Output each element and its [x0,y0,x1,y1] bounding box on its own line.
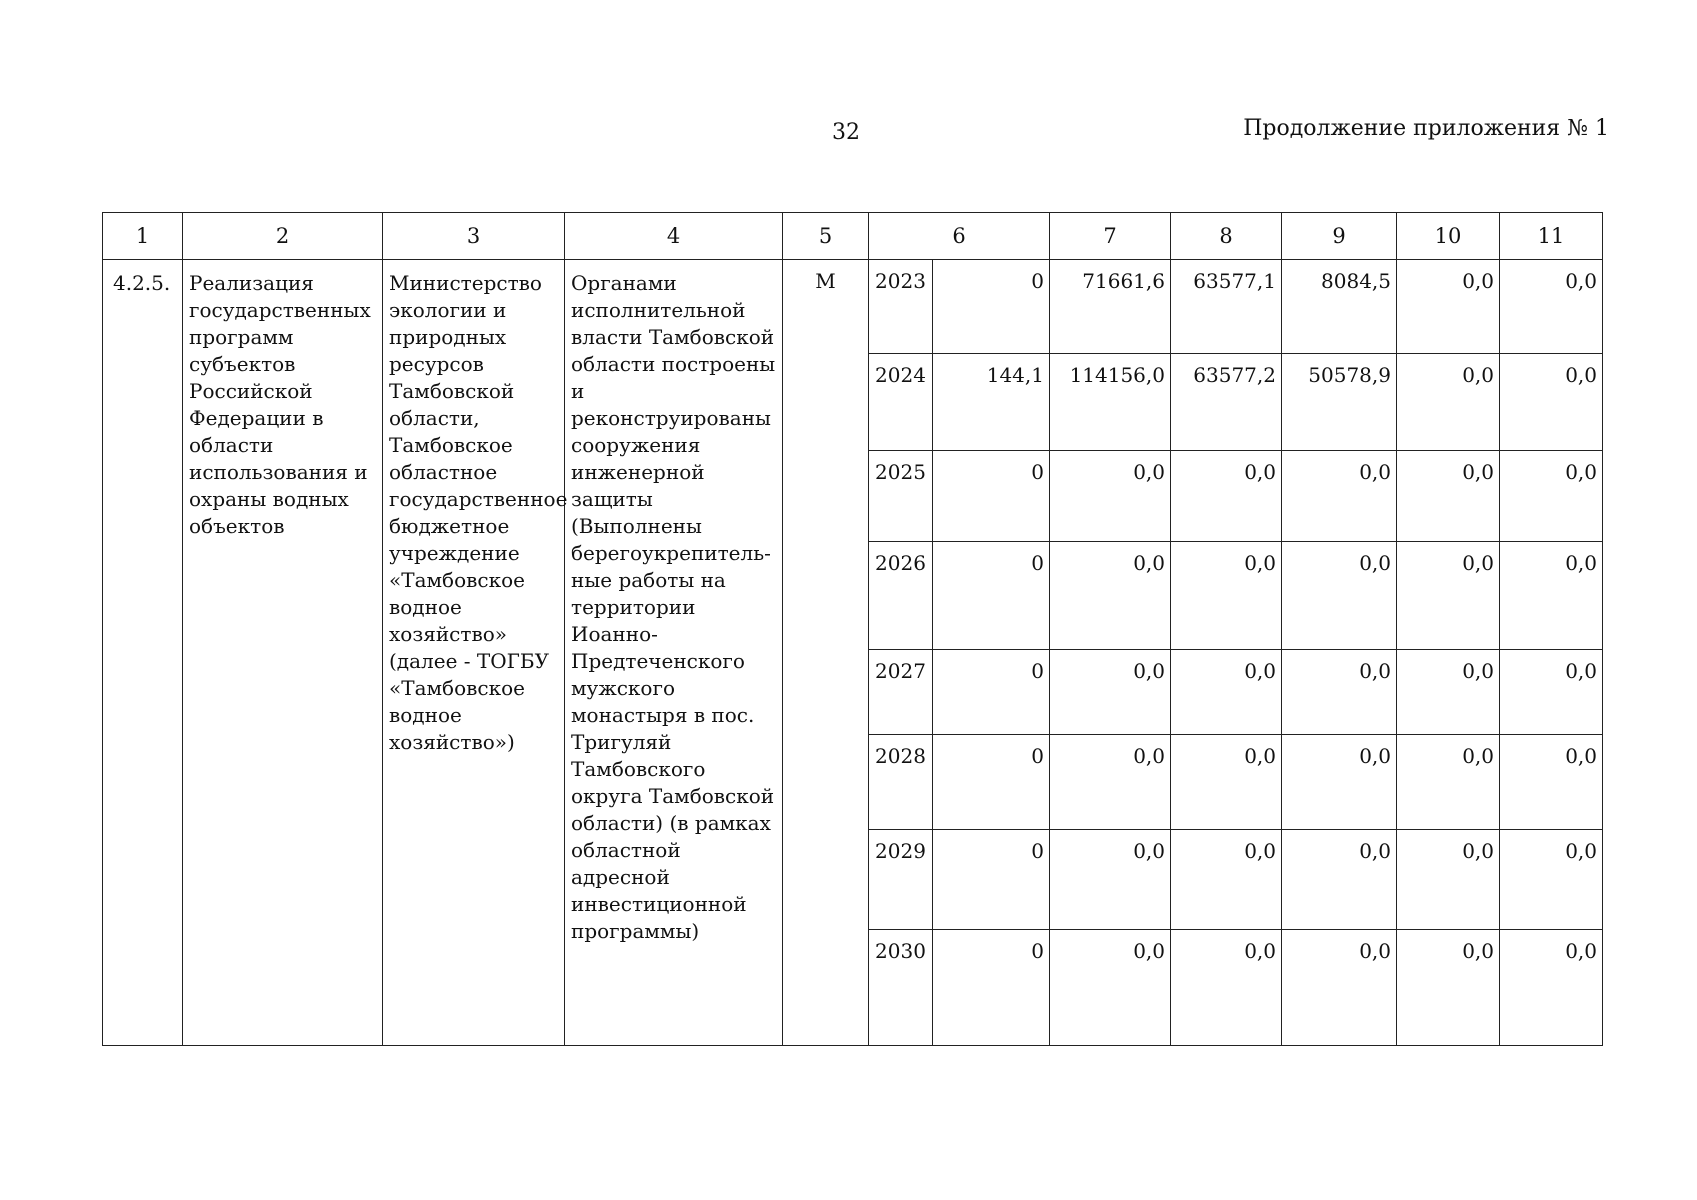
value-cell: 0,0 [1397,451,1500,542]
column-header: 4 [565,213,783,260]
column-header: 3 [383,213,565,260]
value-cell: 0,0 [1282,830,1397,930]
value-cell: 71661,6 [1050,260,1171,354]
measure-name: Реализация государственных программ субъектов Российской Федерации в области использования и охраны водных объектов [183,260,383,1046]
year-cell: 2030 [869,930,933,1046]
column-header: 11 [1500,213,1603,260]
year-cell: 2028 [869,735,933,830]
appendix-continuation-label: Продолжение приложения № 1 [1243,116,1609,141]
value-cell: 0,0 [1282,542,1397,650]
year-cell: 2027 [869,650,933,735]
column-header: 1 [103,213,183,260]
value-cell: 0,0 [1397,830,1500,930]
value-cell: 0,0 [1050,650,1171,735]
value-cell: 0,0 [1171,542,1282,650]
value-cell: 0,0 [1050,930,1171,1046]
value-cell: 0,0 [1050,735,1171,830]
value-cell: 0,0 [1397,650,1500,735]
column-header: 8 [1171,213,1282,260]
value-cell: 0 [933,650,1050,735]
value-cell: 8084,5 [1282,260,1397,354]
column-header: 10 [1397,213,1500,260]
value-cell: 0 [933,260,1050,354]
year-cell: 2023 [869,260,933,354]
value-cell: 0,0 [1397,930,1500,1046]
value-cell: 0,0 [1171,650,1282,735]
value-cell: 0 [933,451,1050,542]
value-cell: 0,0 [1397,735,1500,830]
value-cell: 0,0 [1282,451,1397,542]
table-row [103,260,1603,354]
value-cell: 0,0 [1500,260,1603,354]
measure-code: 4.2.5. [103,260,183,1046]
value-cell: 50578,9 [1282,354,1397,451]
value-cell: 0,0 [1171,451,1282,542]
value-cell: 0 [933,930,1050,1046]
value-cell: 0,0 [1050,451,1171,542]
page-number: 32 [832,120,860,145]
value-cell: 0,0 [1282,735,1397,830]
value-cell: 0,0 [1500,451,1603,542]
value-cell: 0 [933,735,1050,830]
value-cell: 0,0 [1500,354,1603,451]
value-cell: 0,0 [1050,542,1171,650]
value-cell: 0,0 [1282,650,1397,735]
value-cell: 114156,0 [1050,354,1171,451]
value-cell: 0,0 [1500,650,1603,735]
value-cell: 0 [933,830,1050,930]
value-cell: 0,0 [1397,354,1500,451]
value-cell: 144,1 [933,354,1050,451]
value-cell: 0,0 [1282,930,1397,1046]
year-cell: 2025 [869,451,933,542]
responsible-executor: Министерство экологии и природных ресурсов Тамбовской области, Тамбовское областное государственное бюджетное учреждение «Тамбовское водное хозяйство» (далее - ТОГБУ «Тамбовское водное хозяйство») [383,260,565,1046]
column-header: 2 [183,213,383,260]
header-row [103,213,1603,260]
value-cell: 0,0 [1397,260,1500,354]
value-cell: 0,0 [1050,830,1171,930]
value-cell: 0,0 [1171,830,1282,930]
value-cell: 63577,2 [1171,354,1282,451]
column-header: 9 [1282,213,1397,260]
value-cell: 63577,1 [1171,260,1282,354]
value-cell: 0 [933,542,1050,650]
value-cell: 0,0 [1171,930,1282,1046]
column-header: 6 [869,213,1050,260]
column-header: 7 [1050,213,1171,260]
value-cell: 0,0 [1397,542,1500,650]
program-table [102,212,1603,1046]
year-cell: 2024 [869,354,933,451]
value-cell: 0,0 [1500,542,1603,650]
value-cell: 0,0 [1500,830,1603,930]
column-header: 5 [783,213,869,260]
year-cell: 2029 [869,830,933,930]
expected-result: Органами исполнительной власти Тамбовской области построены и реконструированы сооружения инженерной защиты (Выполнены берегоукрепитель-ные работы на территории Иоанно-Предтеченского мужского монастыря в пос. Тригуляй Тамбовского округа Тамбовской области) (в рамках областной адресной инвестиционной программы) [565,260,783,1046]
measure-type: М [783,260,869,1046]
value-cell: 0,0 [1500,735,1603,830]
value-cell: 0,0 [1171,735,1282,830]
value-cell: 0,0 [1500,930,1603,1046]
year-cell: 2026 [869,542,933,650]
